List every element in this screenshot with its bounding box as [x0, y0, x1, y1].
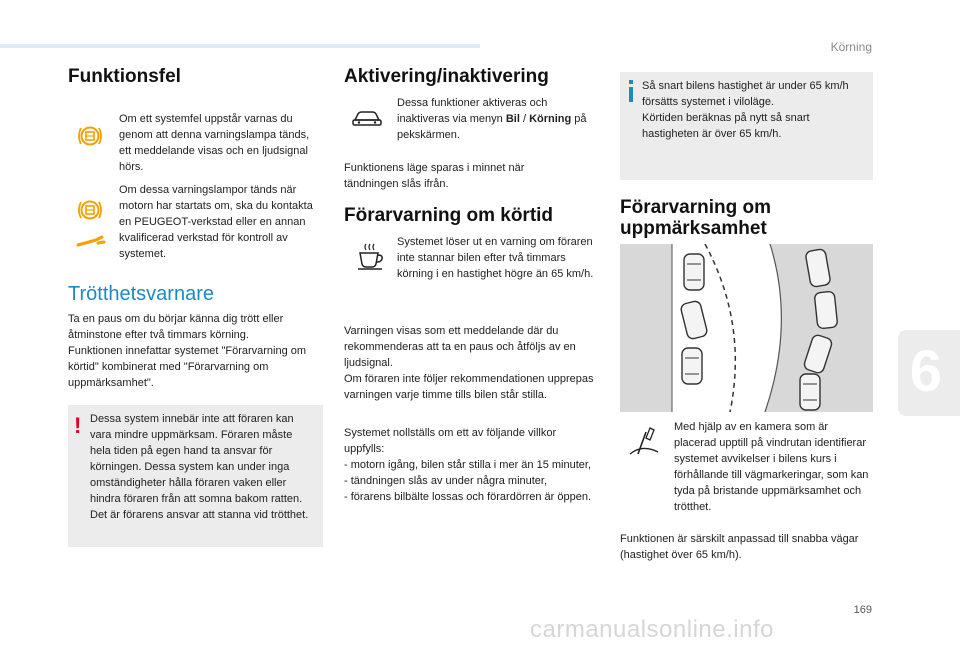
reset-list — [344, 457, 594, 505]
info-text: Så snart bilens hastighet är under 65 km/h försätts systemet i viloläge. Körtiden beräknas på nytt så snart hastigheten är över 65 km/h. — [642, 80, 849, 140]
kortid-title: Förarvarning om körtid — [344, 205, 554, 226]
menu-separator: / — [519, 113, 530, 125]
uppmarksamhet-item: Med hjälp av en kamera som är placerad upptill på vindrutan identifierar systemet avvikelser i bilens kurs i förhållande till vägmarkeringar, som kan tyda på bristande uppmärksamhet och trötthet. — [674, 421, 869, 513]
uppmarksamhet-body: Funktionen är särskilt anpassad till snabba vägar (hastighet över 65 km/h). — [620, 533, 859, 561]
list-item: - motorn igång, bilen står stilla i mer än 15 minuter, — [344, 457, 594, 473]
wrench-icon — [76, 234, 106, 255]
aktivering-text — [397, 95, 597, 143]
menu-korning: Körning — [529, 113, 572, 125]
aktivering-title: Aktivering/inaktivering — [344, 66, 549, 87]
header-bar — [0, 44, 480, 48]
funktionsfel-item1: Om ett systemfel uppstår varnas du genom att denna varningslampa tänds, ett meddelande visas och en ljudsignal hörs. — [119, 113, 310, 173]
warning-lamp-icon — [76, 196, 104, 229]
info-icon — [626, 80, 636, 107]
list-item: - tändningen slås av under några minuter, — [344, 473, 594, 489]
watermark: carmanualsonline.info — [530, 616, 774, 643]
lane-drift-illustration — [620, 244, 873, 417]
list-item: - förarens bilbälte lossas och förardörren är öppen. — [344, 489, 594, 505]
aktivering-text-post: på pekskärmen. — [397, 113, 587, 141]
funktionsfel-item2: Om dessa varningslampor tänds när motorn har startats om, ska du kontakta en PEUGEOT-verkstad eller en annan kvalificerad verkstad för kontroll av systemet. — [119, 184, 313, 260]
trotthet-body: Ta en paus om du börjar känna dig trött eller åtminstone efter två timmars körning. Funktionen innefattar systemet "Förarvarning om körtid" kombinerat med "Förarvarning om uppmärksamhet". — [68, 313, 307, 389]
kortid-body: Varningen visas som ett meddelande där du rekommenderas att ta en paus och åtföljs av en ljudsignal. Om föraren inte följer rekommendationen upprepas varningen varje timme tills bilen står stilla. — [344, 325, 594, 401]
reset-intro: Systemet nollställs om ett av följande villkor uppfylls: — [344, 427, 557, 455]
section-title: Körning — [830, 40, 872, 54]
page-number: 169 — [853, 604, 872, 616]
aktivering-text-pre: Dessa funktioner aktiveras och inaktiveras via menyn — [397, 97, 548, 125]
exclamation-icon: ! — [74, 413, 82, 438]
car-icon — [350, 108, 384, 133]
kortid-item: Systemet löser ut en varning om föraren inte stannar bilen efter två timmars körning i en hastighet högre än 65 km/h. — [397, 236, 594, 280]
menu-bil: Bil — [505, 113, 520, 125]
coffee-cup-icon — [356, 242, 386, 277]
lane-camera-icon — [628, 424, 662, 463]
aktivering-note: Funktionens läge sparas i minnet när tändningen slås ifrån. — [344, 162, 525, 190]
uppmarksamhet-title: Förarvarning om uppmärksamhet — [620, 197, 771, 239]
warning-lamp-icon — [76, 122, 104, 155]
trotthet-warning: Dessa system innebär inte att föraren kan vara mindre uppmärksam. Föraren måste hela tiden på egen hand ta ansvar för körningen. Dessa system kan under inga omständigheter hålla föraren vaken eller hindra föraren från att somna bakom ratten. Det är förarens ansvar att stanna vid trötthet. — [90, 413, 309, 521]
trotthet-title: Trötthetsvarnare — [68, 283, 214, 305]
chapter-number: 6 — [909, 339, 942, 404]
funktionsfel-title: Funktionsfel — [68, 66, 181, 87]
